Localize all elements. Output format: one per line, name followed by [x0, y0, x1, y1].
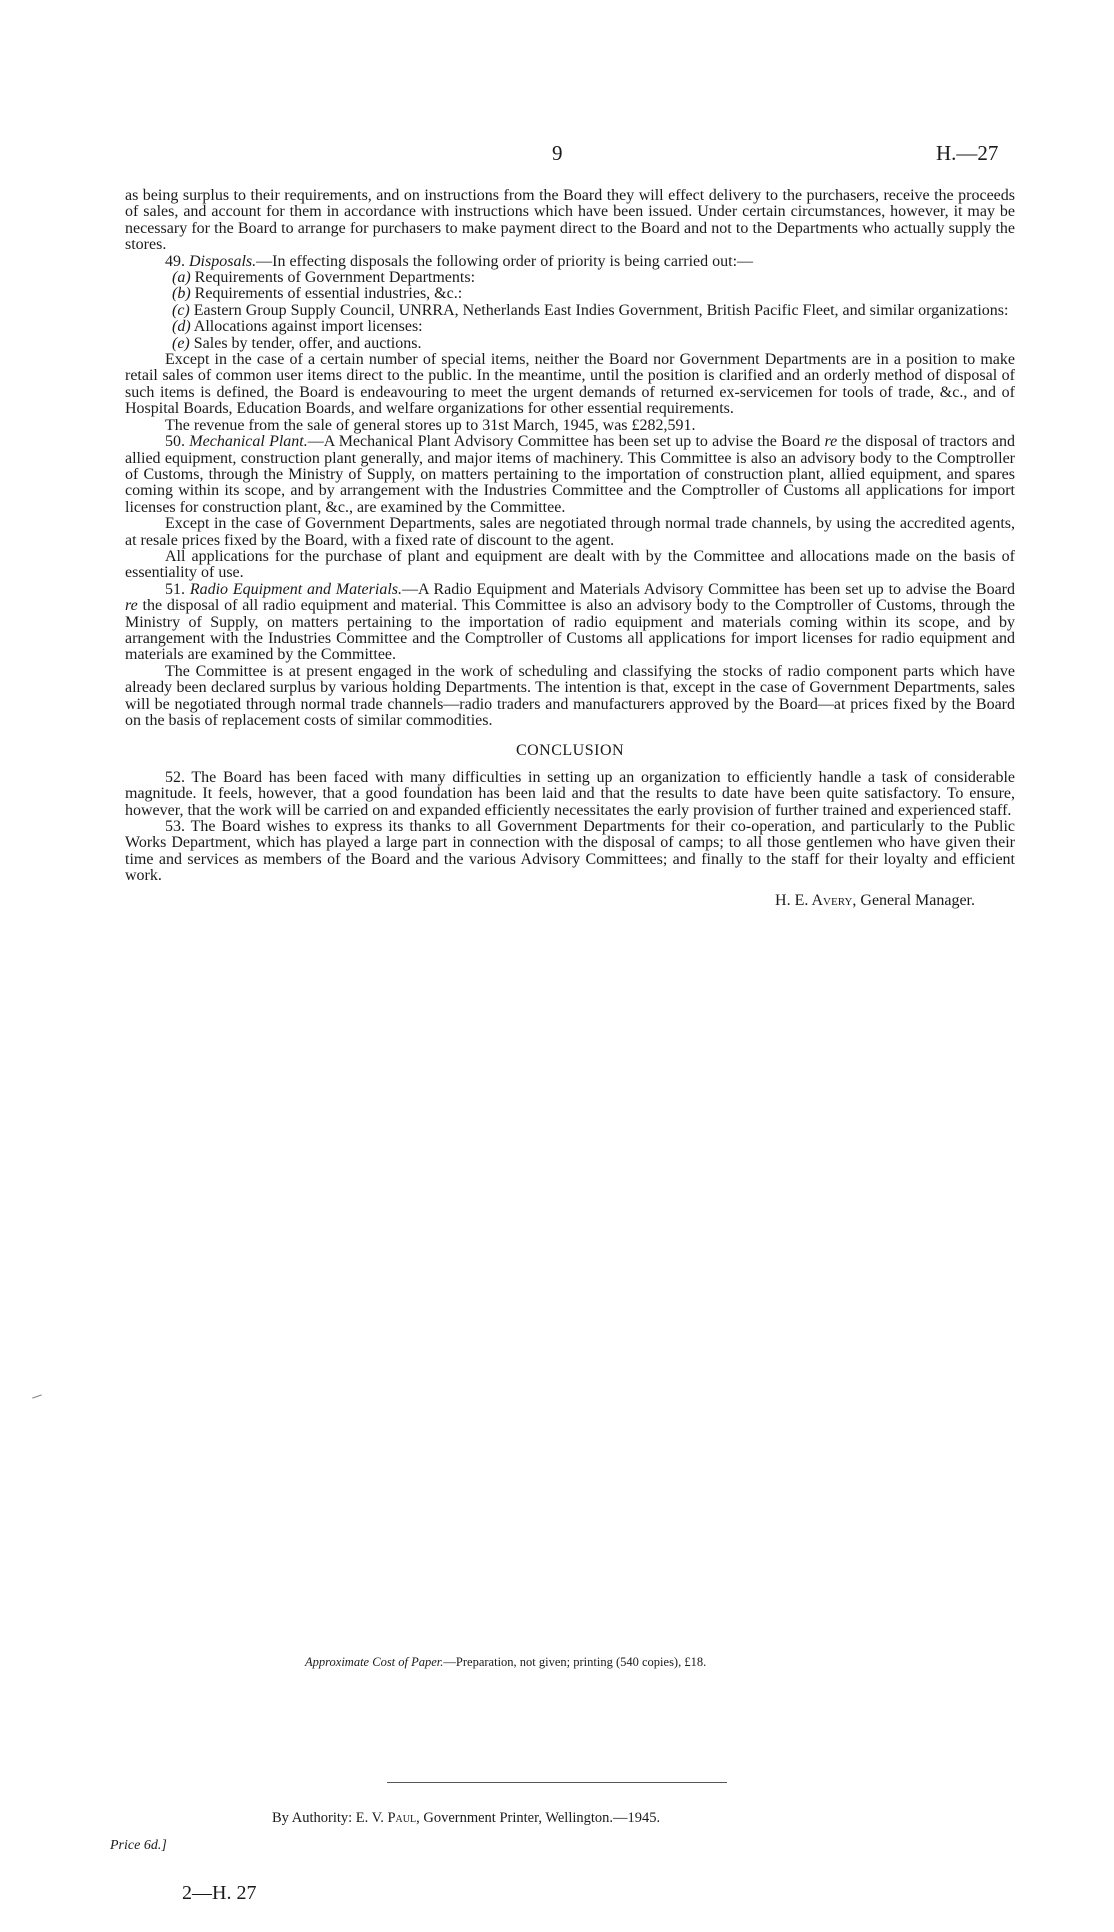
paragraph-continuation: as being surplus to their requirements, and on instructions from the Board they will effect delivery to the purchasers, receive the proceeds of sales, and account for them in accordance with instructions which have been issued. Under certain circumstances, however, it may be necessary for the Board to arrange for purchasers to make payment direct to the Board and not to the Departments who actually supply the stores.	[125, 187, 1015, 254]
price: Price 6d.]	[110, 1838, 167, 1853]
list-item: (a) Requirements of Government Departments:	[172, 269, 476, 287]
section-number: 49.	[165, 252, 185, 270]
section-text: —In effecting disposals the following order of priority is being carried out:—	[256, 252, 754, 270]
paragraph-53: 53. The Board wishes to express its thanks to all Government Departments for their co-operation, and particularly to the Public Works Department, which has played a large part in connection with the disposal of camps; to all those gentlemen who have given their time and services as members of the Board and the various Advisory Committees; and finally to the staff for their loyalty and efficient work.	[125, 818, 1015, 885]
section-49	[125, 254, 1015, 270]
section-51: 51. Radio Equipment and Materials.—A Radio Equipment and Materials Advisory Committee has been set up to advise the Board re the disposal of all radio equipment and material. This Committee is also an advisory body to the Comptroller of Customs, through the Ministry of Supply, on matters pertaining to the importation of radio equipment and materials coming within its scope, and by arrangement with the Industries Committee and the Comptroller of Customs all applications for import licenses for radio equipment and materials are examined by the Committee.	[125, 580, 1015, 664]
section-title: Radio Equipment and Materials.	[189, 580, 402, 598]
list-item: (b) Requirements of essential industries, &c.:	[172, 285, 463, 303]
list-item: (d) Allocations against import licenses:	[172, 318, 423, 336]
cost-of-paper: Approximate Cost of Paper.—Preparation, not given; printing (540 copies), £18.	[305, 1655, 707, 1669]
signature-name: H. E. Avery	[775, 891, 853, 909]
paragraph-committee-work: The Committee is at present engaged in the work of scheduling and classifying the stocks of radio component parts which have already been declared surplus by various holding Departments. The intention is that, except in the case of Government Departments, sales will be negotiated through normal trade channels—radio traders and manufacturers approved by the Board—at prices fixed by the Board on the basis of replacement costs of similar commodities.	[125, 662, 1015, 729]
paragraph-applications: All applications for the purchase of plant and equipment are dealt with by the Committee and allocations made on the basis of essentiality of use.	[125, 547, 1015, 582]
authority-line: By Authority: E. V. Paul, Government Printer, Wellington.—1945.	[272, 1810, 661, 1826]
list-item: (e) Sales by tender, offer, and auctions.	[172, 334, 422, 352]
signature	[125, 893, 1015, 909]
signature-title: , General Manager.	[852, 891, 975, 909]
page-number: 9	[552, 141, 563, 165]
document-body	[125, 188, 1015, 909]
section-title: Disposals.	[189, 252, 257, 270]
list-item: (c) Eastern Group Supply Council, UNRRA, Netherlands East Indies Government, British Pacific Fleet, and similar organizations:	[172, 301, 1009, 319]
page-reference: H.—27	[936, 141, 999, 165]
paragraph-trade-channels: Except in the case of Government Departments, sales are negotiated through normal trade channels, by using the accredited agents, at resale prices fixed by the Board, with a fixed rate of discount to the agent.	[125, 515, 1015, 549]
paragraph-revenue: The revenue from the sale of general stores up to 31st March, 1945, was £282,591.	[165, 416, 696, 434]
section-50: 50. Mechanical Plant.—A Mechanical Plant Advisory Committee has been set up to advise the Board re the disposal of tractors and allied equipment, construction plant generally, and major items of machinery. This Committee is also an advisory body to the Comptroller of Customs, through the Ministry of Supply, on matters pertaining to the importation of construction plant, allied equipment, and spares coming within its scope, and by arrangement with the Industries Committee and the Comptroller of Customs all applications for import licenses for construction plant, &c., are examined by the Committee.	[125, 433, 1016, 516]
conclusion-heading: CONCLUSION	[515, 742, 625, 760]
footer-reference: 2—H. 27	[182, 1882, 257, 1904]
section-title: Mechanical Plant.	[189, 433, 308, 451]
paragraph-retail: Except in the case of a certain number of special items, neither the Board nor Government Departments are in a position to make retail sales of common user items direct to the public. In the meantime, until the position is clarified and an orderly method of disposal of such items is defined, the Board is endeavouring to meet the urgent demands of returned ex-servicemen for tools of trade, &c., and of Hospital Boards, Education Boards, and welfare organizations for other essential requirements.	[125, 351, 1015, 418]
paragraph-52: 52. The Board has been faced with many difficulties in setting up an organization to efficiently handle a task of considerable magnitude. It feels, however, that a good foundation has been laid and that the results to date have been quite satisfactory. To ensure, however, that the work will be carried on and expanded efficiently necessitates the early provision of further trained and experienced staff.	[125, 768, 1015, 819]
divider-rule	[387, 1782, 727, 1783]
margin-mark	[32, 1394, 42, 1398]
